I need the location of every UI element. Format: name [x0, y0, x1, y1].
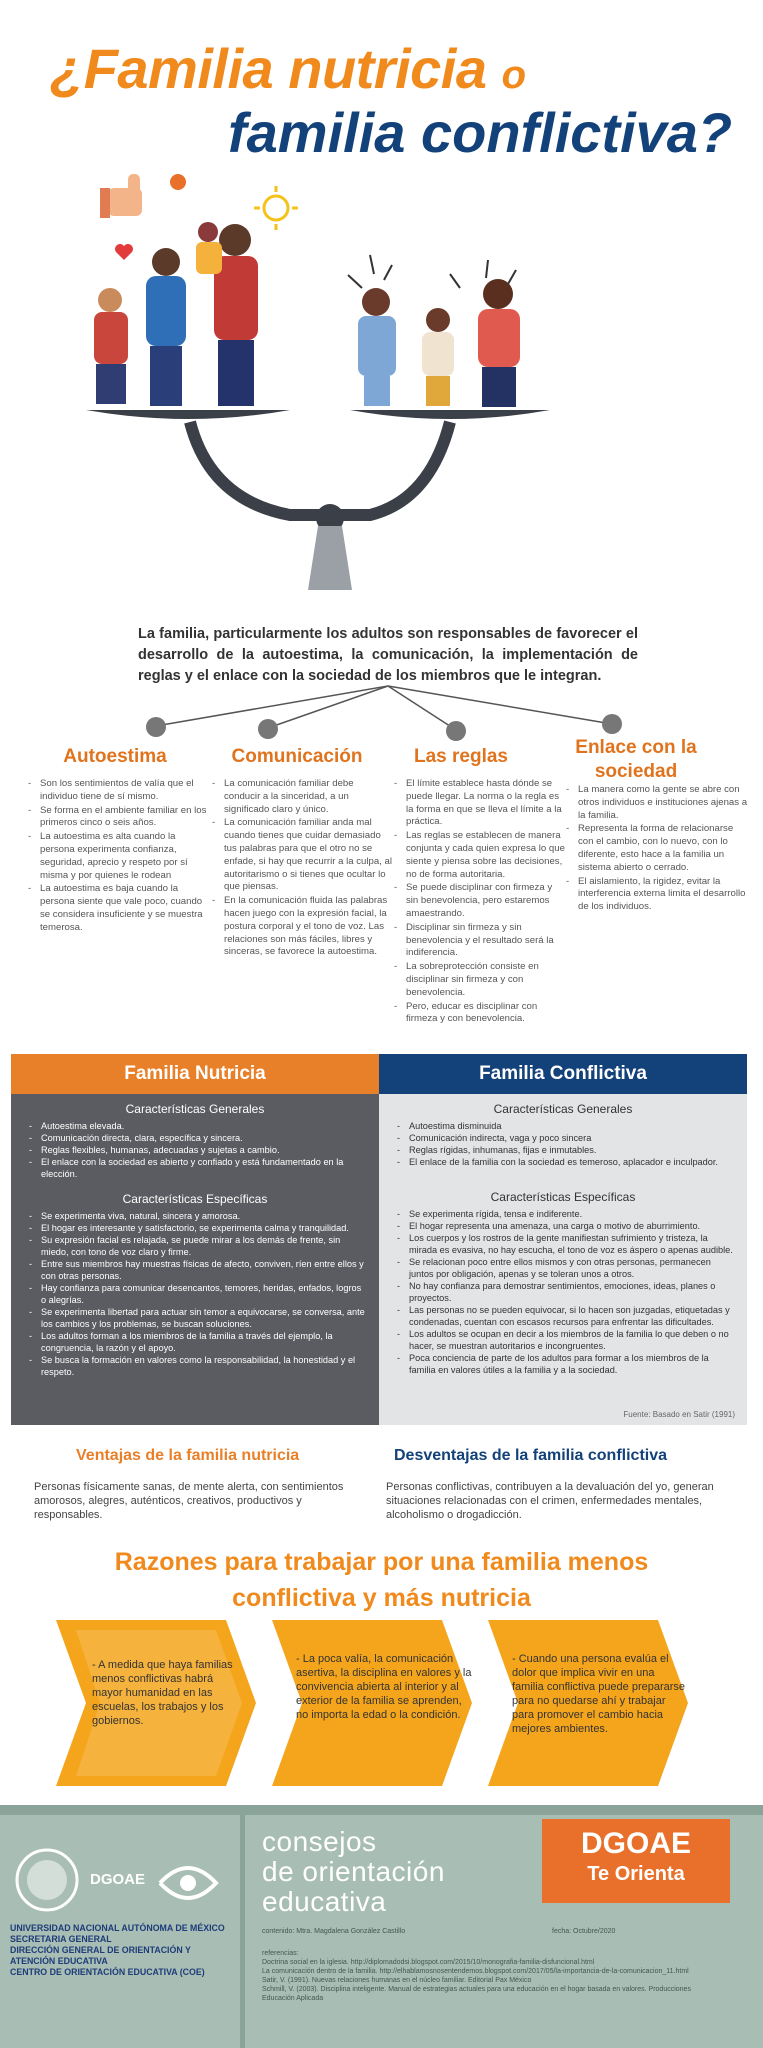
conflictiva-family — [348, 255, 520, 407]
contenido-credit: contenido: Mtra. Magdalena González Castillo — [262, 1928, 406, 1935]
thumbs-up-icon — [100, 174, 142, 218]
scale-base — [308, 526, 352, 590]
conflictiva-specific-title: Características Específicas — [490, 1190, 636, 1204]
col-comunicacion-title: Comunicación — [231, 746, 363, 767]
col-reglas-list: - El límite establece hasta dónde se puede llegar. La norma o la regla es la forma en que se lleva el límite a la práctica. - Las reglas se establecen de manera conjunta y cada quien expresa lo que siente y piensa sobre las decisiones, no de forma autoritaria. - Se puede disciplinar con firmeza y sin benevolencia, pero estaremos amaestrando. - Disciplinar sin firmeza y sin benevolencia y el resultado será la indiferencia. - La sobreprotección consiste en disciplinar sin firmeza y con benevolencia. - Pero, educar es disciplinar con firmeza y con benevolencia. — [392, 778, 566, 1027]
intro-text: La familia, particularmente los adultos son responsables de favorecer el desarrollo de la autoestima, la comunicación, la implementación de reglas y el enlace con la sociedad de los miembros que le integran. — [138, 626, 638, 684]
ventajas-text: Personas físicamente sanas, de mente alerta, con sentimientos amorosos, alegres, auténticos, creativos, productivos y responsables. — [34, 1481, 344, 1521]
nutricia-general-list: - Autoestima elevada. - Comunicación directa, clara, específica y sincera. - Reglas flexibles, humanas, adecuadas y sujetas a cambio. - El enlace con la sociedad es abierto y confiado y está fundamentado en la elección. — [11, 1120, 379, 1180]
desventajas-title: Desventajas de la familia conflictiva — [394, 1447, 668, 1464]
page-title-line2: familia conflictiva? — [228, 101, 733, 164]
consejos-title: consejos de orientación educativa — [262, 1826, 445, 1917]
razones-title: Razones para trabajar por una familia menos conflictiva y más nutricia — [114, 1548, 649, 1612]
page-title-line1: ¿Familia nutricia o — [50, 37, 526, 100]
razon-1: - A medida que haya familias menos conflictivas habrá mayor humanidad en las escuelas, los trabajos y los gobiernos. — [92, 1659, 233, 1727]
col-autoestima-title: Autoestima — [63, 746, 167, 767]
nutricia-banner: Familia Nutricia — [11, 1054, 379, 1094]
col-autoestima-list: - Son los sentimientos de valía que el individuo tiene de sí mismo. - Se forma en el ambiente familiar en los primeros cinco o seis años. - La autoestima es alta cuando la persona experimenta confianza, seguridad, aprecio y respeto por sí misma y por quienes le rodean - La autoestima es baja cuando la persona siente que vale poco, cuando se considera insuficiente y se muestra temerosa. — [26, 778, 208, 936]
scale-arm — [190, 422, 450, 515]
connector-tree — [140, 682, 640, 742]
dgoae-badge: DGOAE Te Orienta — [542, 1819, 730, 1903]
conflictiva-general-list: - Autoestima disminuida - Comunicación indirecta, vaga y poco sincera - Reglas rígidas, inhumanas, fijas e inmutables. - El enlace de la familia con la sociedad es temeroso, aplacador e inculpador. — [379, 1120, 747, 1168]
left-plate — [86, 410, 290, 419]
institution-block: UNIVERSIDAD NACIONAL AUTÓNOMA DE MÉXICO SECRETARIA GENERAL DIRECCIÓN GENERAL DE ORIENTACIÓN Y ATENCIÓN EDUCATIVA CENTRO DE ORIENTACIÓN EDUCATIVA (COE) — [10, 1923, 225, 1977]
nutricia-general-title: Características Generales — [125, 1102, 265, 1116]
referencias-block: referencias: Doctrina social en la iglesia. http://diplomadodsi.blogspot.com/2015/10/monografia-familia-disfuncional.html La comunicación dentro de la familia. http://elhablamosnosentendemos.blogspot.com/2017/05/la-importancia-de-la-comunicacion_11.html Satir, V. (1991). Nuevas relaciones humanas en el núcleo familiar. Editorial Pax México Schmill, V. (2003). Disciplina inteligente. Manual de estrategias actuales para una educación en el hogar basada en valores. Producciones Educación Aplicada — [262, 1950, 691, 2002]
nutricia-specific-title: Características Específicas — [122, 1192, 268, 1206]
dgoae-emblem-icon — [150, 1853, 226, 1913]
conflictiva-panel — [379, 1094, 747, 1425]
smile-icon — [170, 174, 186, 190]
sun-icon — [254, 186, 298, 230]
heart-icon — [115, 244, 133, 260]
col-enlace-title: Enlace con la sociedad — [575, 737, 697, 782]
conflictiva-general-title: Características Generales — [493, 1102, 633, 1116]
desventajas-text: Personas conflictivas, contribuyen a la devaluación del yo, generan situaciones relacionadas con el crimen, enfermedades mentales, alcoholismo o drogadicción. — [386, 1481, 714, 1521]
col-reglas-title: Las reglas — [414, 746, 508, 767]
col-enlace-list: - La manera como la gente se abre con otros individuos e instituciones ajenas a la familia. - Representa la forma de relacionarse con el cambio, con lo nuevo, con lo diferente, esto hace a la familia un sistema abierto o cerrado. - El aislamiento, la rigidez, evitar la interferencia externa limita el desarrollo de los individuos. — [564, 784, 748, 915]
dgoae-logo-text: DGOAE — [90, 1871, 146, 1888]
col-comunicacion-list: - La comunicación familiar debe conducir a la sinceridad, a un significado claro y único. - La comunicación familiar anda mal cuando tienes que cuidar demasiado tus palabras para que el otro no se enfade, si hay que recurrir a la culpa, al autoritarismo o si tienes que ocultar lo que piensas. - En la comunicación fluida las palabras hacen juego con la expresión facial, la postura corporal y el tono de voz. Las relaciones son más fáciles, libres y sinceras, se favorece la autoestima. — [210, 778, 392, 960]
conflictiva-specific-list: - Se experimenta rígida, tensa e indiferente. - El hogar representa una amenaza, una carga o motivo de aburrimiento. - Los cuerpos y los rostros de la gente manifiestan sufrimiento y tristeza, la mirada es evasiva, no hay escucha, el tono de voz es áspero o apenas audible. - Se relacionan poco entre ellos mismos y con otras personas, permanecen juntos por obligación, apenas y se toleran unos a otros. - No hay confianza para demostrar sentimientos, emociones, ideas, planes o proyectos. - Las personas no se pueden equivocar, si lo hacen son juzgadas, etiquetadas y condenadas, cuentan con escasos recursos para enfrentar las dificultades. - Los adultos se ocupan en decir a los miembros de la familia lo que deben o no hacer, se muestran autoritarios e incongruentes. - Poca conciencia de parte de los adultos para formar a los miembros de la familia en valores útiles a la familia y a la sociedad. — [379, 1208, 747, 1376]
balance-illustration — [80, 170, 680, 590]
footer — [0, 1805, 763, 2048]
right-plate — [350, 410, 550, 419]
razon-3: - Cuando una persona evalúa el dolor que implica vivir en una familia conflictiva puede prepararse para no quedarse ahí y trabajar para promover el cambio hacia mejores ambientes. — [512, 1653, 686, 1735]
unam-seal-icon — [12, 1845, 82, 1915]
nutricia-specific-list: - Se experimenta viva, natural, sincera y amorosa. - El hogar es interesante y satisfactorio, se experimenta calma y tranquilidad. - Su expresión facial es relajada, se puede mirar a los demás de frente, sin miedo, con tono de voz claro y firme. - Entre sus miembros hay muestras físicas de afecto, conviven, ríen entre ellos y con otras personas. - Hay confianza para comunicar desencantos, temores, heridas, enfados, logros o alegrías. - Se experimenta libertad para actuar sin temor a equivocarse, se conversa, ante los cambios y los problemas, se buscan soluciones. - Los adultos forman a los miembros de la familia a través del ejemplo, la congruencia, la razón y el apoyo. - Se busca la formación en valores como la responsabilidad, la honestidad y el respeto. — [11, 1210, 379, 1378]
razon-2: - La poca valía, la comunicación asertiva, la disciplina en valores y la convivencia abierta al interior y al exterior de la familia se aprenden, no importa la edad o la condición. — [296, 1653, 472, 1721]
source-note: Fuente: Basado en Satir (1991) — [623, 1410, 735, 1419]
ventajas-title: Ventajas de la familia nutricia — [76, 1447, 300, 1464]
conflictiva-banner: Familia Conflictiva — [379, 1054, 747, 1094]
nutricia-panel — [11, 1094, 379, 1425]
fecha-credit: fecha: Octubre/2020 — [552, 1928, 616, 1935]
